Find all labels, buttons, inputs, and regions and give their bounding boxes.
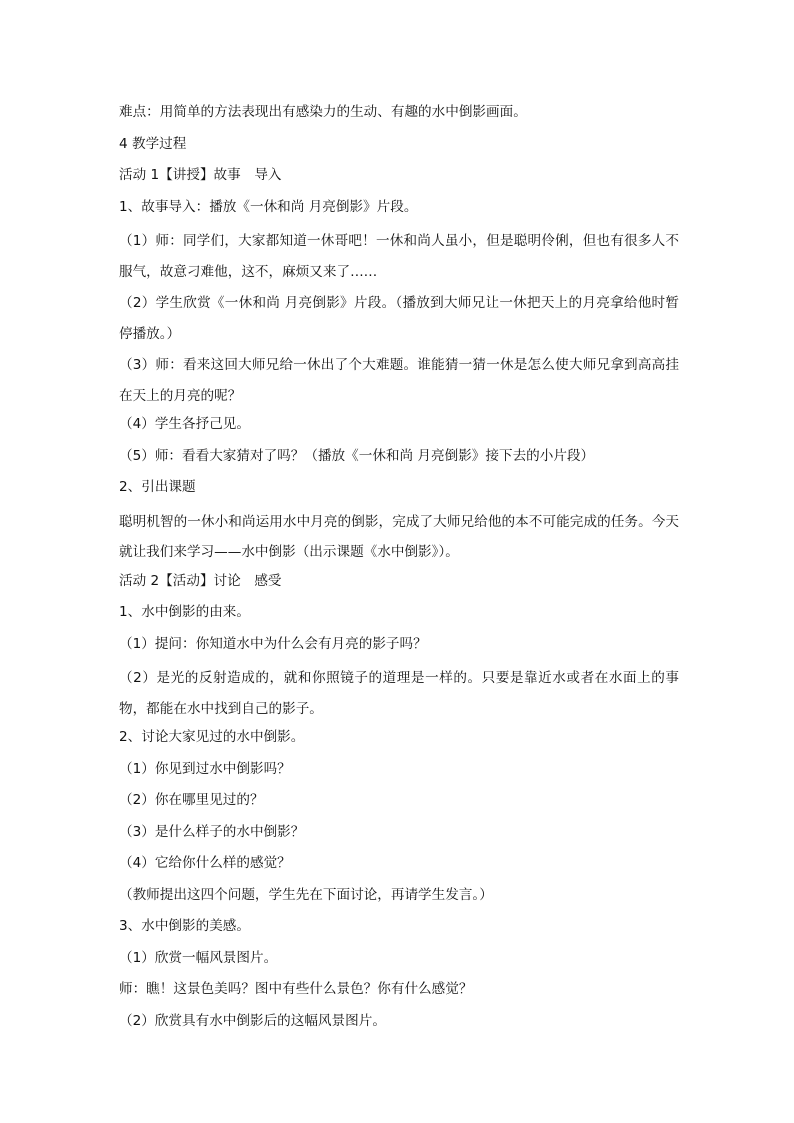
paragraph-teacher-1: （1）师：同学们，大家都知道一休哥吧！一休和尚人虽小，但是聪明伶俐，但也有很多人不服气，故意刁难他，这不，麻烦又来了…… [119, 233, 679, 280]
paragraph-appreciate-reflection: （2）欣赏具有水中倒影后的这幅风景图片。 [119, 1012, 386, 1029]
paragraph-teacher-look: 师：瞧！这景色美吗？图中有些什么景色？你有什么感觉？ [119, 981, 473, 997]
activity-1-heading: 活动 1【讲授】故事 导入 [119, 167, 282, 183]
paragraph-lead-in-body: 聪明机智的一休小和尚运用水中月亮的倒影，完成了大师兄给他的本不可能完成的任务。今天就让我们来学习——水中倒影（出示课题《水中倒影》）。 [119, 513, 679, 560]
paragraph-teacher-5: （5）师：看看大家猜对了吗？（播放《一休和尚 月亮倒影》接下去的小片段） [119, 447, 595, 464]
paragraph-appreciate-picture: （1）欣赏一幅风景图片。 [119, 949, 278, 966]
document-body [119, 100, 679, 1040]
paragraph-question-2: （2）你在哪里见过的？ [119, 792, 264, 808]
paragraph-question-why: （1）提问：你知道水中为什么会有月亮的影子吗？ [119, 635, 427, 652]
paragraph-students-watch: （2）学生欣赏《一休和尚 月亮倒影》片段。（播放到大师兄让一休把天上的月亮拿给他时暂停播放。） [119, 295, 679, 342]
paragraph-story-intro: 1、故事导入：播放《一休和尚 月亮倒影》片段。 [119, 198, 418, 215]
paragraph-students-opinions: （4）学生各抒己见。 [119, 416, 250, 432]
paragraph-light-reflection: （2）是光的反射造成的，就和你照镜子的道理是一样的。只要是靠近水或者在水面上的事物，都能在水中找到自己的影子。 [119, 670, 679, 717]
paragraph-question-4: （4）它给你什么样的感觉？ [119, 855, 291, 871]
paragraph-teacher-note: （教师提出这四个问题，学生先在下面讨论，再请学生发言。） [119, 886, 493, 903]
paragraph-lead-in-title: 2、引出课题 [119, 479, 196, 495]
paragraph-teacher-3: （3）师：看来这回大师兄给一休出了个大难题。谁能猜一猜一休是怎么使大师兄拿到高高挂在天上的月亮的呢？ [119, 357, 679, 404]
paragraph-beauty-heading: 3、水中倒影的美感。 [119, 918, 250, 934]
paragraph-discussion-heading: 2、讨论大家见过的水中倒影。 [119, 729, 305, 745]
paragraph-question-1: （1）你见到过水中倒影吗？ [119, 760, 291, 777]
paragraph-reflection-origin: 1、水中倒影的由来。 [119, 604, 250, 620]
paragraph-difficulty: 难点：用简单的方法表现出有感染力的生动、有趣的水中倒影画面。 [119, 104, 527, 120]
section-heading-teaching-process: 4 教学过程 [119, 135, 187, 152]
paragraph-question-3: （3）是什么样子的水中倒影？ [119, 823, 305, 840]
activity-2-heading: 活动 2【活动】讨论 感受 [119, 572, 282, 589]
